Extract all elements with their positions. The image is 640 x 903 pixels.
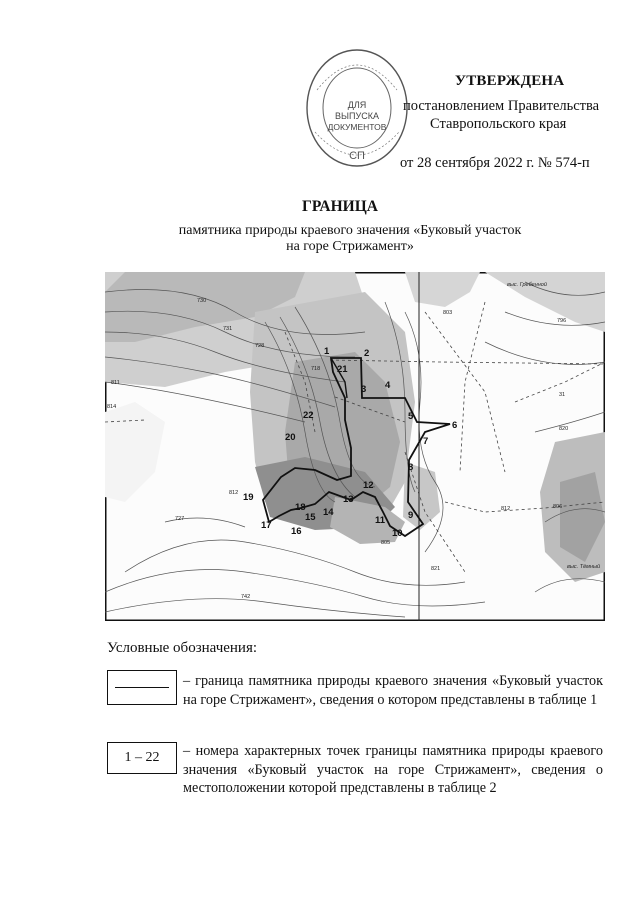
point-label: 3: [361, 384, 367, 395]
elevation-label: 805: [381, 540, 391, 546]
elevation-label: 811: [111, 380, 120, 386]
point-label: 4: [385, 380, 391, 391]
boundary-map: [105, 272, 605, 621]
legend-item-points-text: – номера характерных точек границы памятника природы краевого значения «Буковый участок на горе Стрижамент», сведения о местоположении которой представлены в таблице 2: [183, 743, 603, 796]
point-label: 15: [305, 512, 316, 523]
subtitle-line-1: памятника природы краевого значения «Буковый участок: [178, 223, 522, 238]
point-label: 1: [324, 346, 330, 357]
elevation-label: 796: [557, 318, 567, 324]
place-label: выс. Гребенной: [507, 282, 547, 288]
elevation-label: 812: [501, 506, 511, 512]
document-title: ГРАНИЦА: [302, 198, 378, 215]
place-label: выс. Тёмный: [567, 564, 601, 570]
point-label: 17: [261, 520, 272, 531]
legend-points-symbol: 1 – 22: [107, 742, 177, 774]
point-label: 22: [303, 410, 314, 421]
decree-line-1: постановлением Правительства: [403, 98, 600, 114]
legend-title: Условные обозначения:: [107, 640, 258, 656]
legend-item-boundary-text: – граница памятника природы краевого значения «Буковый участок на горе Стрижамент», сведения о котором представлены в таблице 1: [183, 673, 603, 708]
elevation-label: 31: [559, 392, 566, 398]
point-label: 13: [343, 494, 354, 505]
point-label: 19: [243, 492, 254, 503]
point-label: 12: [363, 480, 374, 491]
official-stamp: [303, 46, 411, 180]
point-label: 5: [408, 411, 414, 422]
elevation-label: 821: [431, 566, 441, 572]
point-label: 10: [392, 528, 403, 539]
elevation-label: 806: [553, 504, 563, 510]
elevation-label: 727: [175, 516, 185, 522]
point-label: 11: [375, 515, 386, 526]
point-label: 9: [408, 510, 414, 521]
elevation-label: 730: [197, 298, 207, 304]
point-label: 6: [452, 420, 458, 431]
stamp-center-line1: ДЛЯ: [347, 100, 367, 110]
elevation-label: 820: [559, 426, 569, 432]
document-subtitle: [140, 223, 560, 255]
stamp-center-line3: ДОКУМЕНТОВ: [327, 122, 387, 132]
legend-boundary-symbol: [107, 670, 177, 705]
elevation-label: 814: [107, 404, 117, 410]
elevation-label: 803: [443, 310, 453, 316]
subtitle-line-2: на горе Стрижамент»: [286, 239, 414, 254]
point-label: 21: [337, 364, 348, 375]
stamp-bottom-mark: СП: [349, 150, 365, 162]
decree-line-2: Ставропольского края: [430, 116, 567, 132]
stamp-center-line2: ВЫПУСКА: [335, 111, 379, 121]
point-label: 2: [364, 348, 370, 359]
decree-line-3: от 28 сентября 2022 г. № 574-п: [400, 155, 590, 171]
point-label: 20: [285, 432, 296, 443]
point-label: 8: [408, 462, 414, 473]
point-label: 14: [323, 507, 334, 518]
point-label: 16: [291, 526, 302, 537]
point-label: 7: [423, 436, 429, 447]
elevation-label: 742: [241, 594, 251, 600]
point-label: 18: [295, 502, 306, 513]
elevation-label: 731: [223, 326, 233, 332]
elevation-label: 728: [255, 343, 265, 349]
boundary-line-symbol: [115, 687, 169, 688]
elevation-label: 812: [229, 490, 239, 496]
elevation-label: 718: [311, 366, 321, 372]
approved-heading: УТВЕРЖДЕНА: [455, 73, 565, 89]
